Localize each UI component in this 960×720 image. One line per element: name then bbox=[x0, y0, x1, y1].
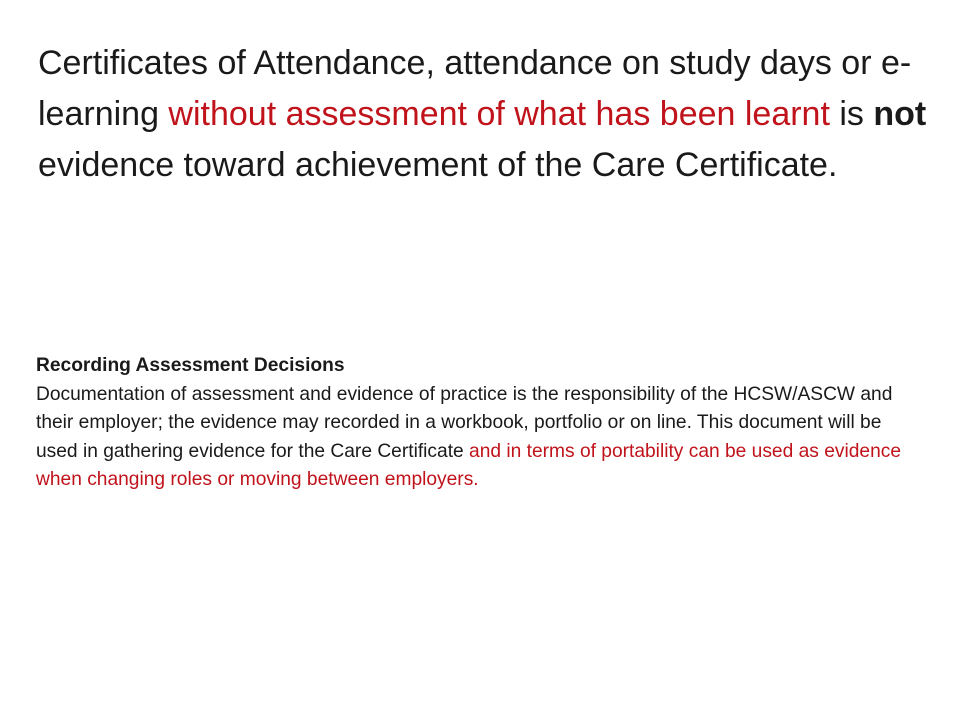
headline-part-1: Certificates of Attendance, attendance on study days or e-learning bbox=[38, 44, 912, 133]
headline-highlight: without assessment of what has been learnt bbox=[168, 95, 830, 133]
recording-body-highlight: and in terms of portability can be used as evidence when changing roles or moving between employers. bbox=[36, 440, 902, 490]
recording-section bbox=[36, 352, 928, 495]
recording-body bbox=[36, 381, 928, 495]
headline-part-3: evidence toward achievement of the Care Certificate. bbox=[38, 146, 838, 184]
headline bbox=[38, 38, 938, 191]
recording-body-text: Documentation of assessment and evidence of practice is the responsibility of the HCSW/ASCW and their employer; the evidence may recorded in a workbook, portfolio or on line. This document will be used in gathering evidence for the Care Certificate bbox=[36, 383, 893, 462]
headline-emphasis: not bbox=[873, 95, 927, 133]
headline-part-2: is bbox=[829, 95, 874, 133]
recording-title: Recording Assessment Decisions bbox=[36, 355, 345, 376]
